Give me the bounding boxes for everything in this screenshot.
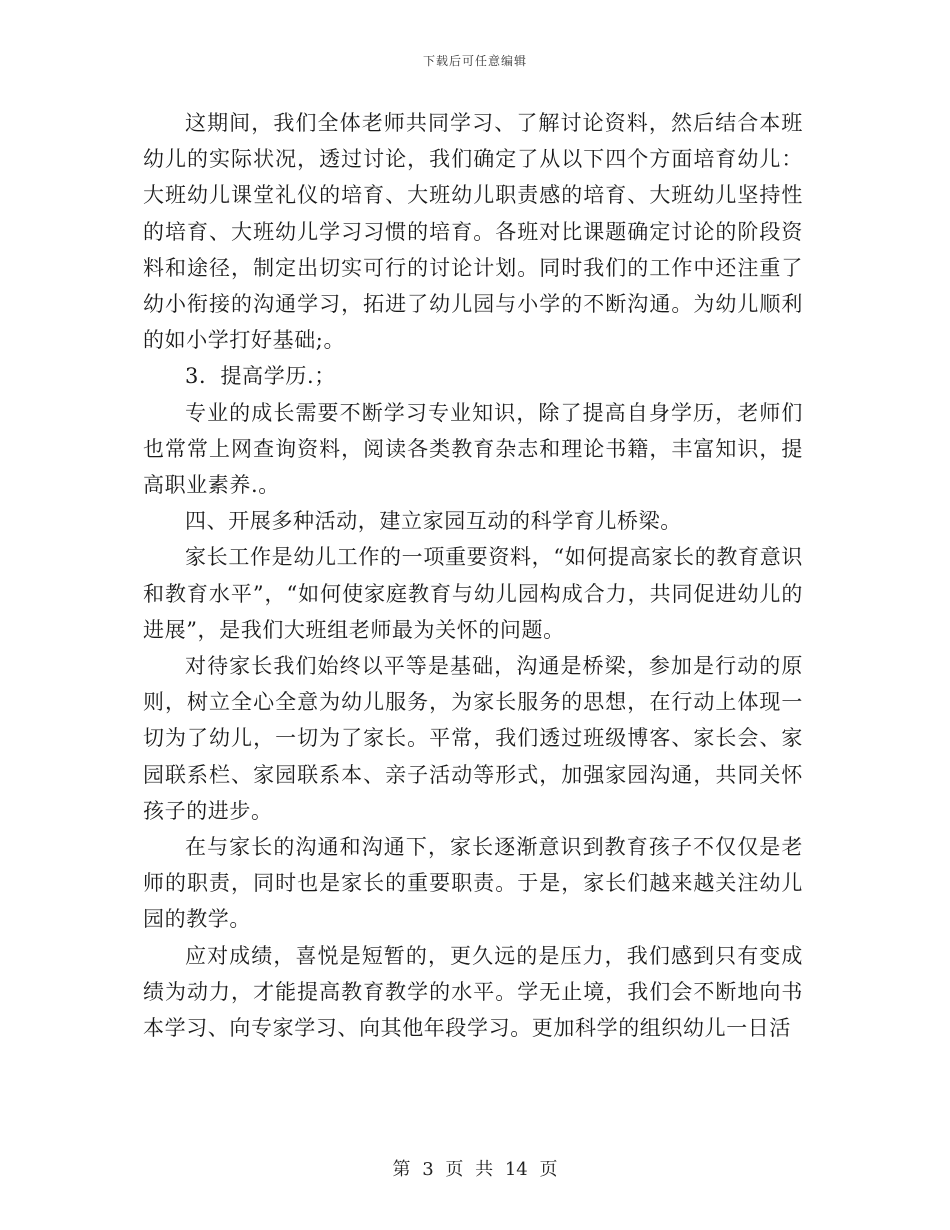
paragraph: 在与家长的沟通和沟通下，家长逐渐意识到教育孩子不仅仅是老师的职责，同时也是家长的重要职责。于是，家长们越来越关注幼儿园的教学。 [143, 835, 803, 932]
paragraph: 应对成绩，喜悦是短暂的，更久远的是压力，我们感到只有变成绩为动力，才能提高教育教学的水平。学无止境，我们会不断地向书本学习、向专家学习、向其他年段学习。更加科学的组织幼儿一日活 [143, 943, 803, 1041]
paragraph: 对待家长我们始终以平等是基础，沟通是桥梁，参加是行动的原则，树立全心全意为幼儿服务，为家长服务的思想，在行动上体现一切为了幼儿，一切为了家长。平常，我们透过班级博客、家长会、家园联系栏、家园联系本、亲子活动等形式，加强家园沟通，共同关怀孩子的进步。 [143, 654, 803, 823]
paragraph: 3．提高学历.； [185, 364, 336, 389]
paragraph: 这期间，我们全体老师共同学习、了解讨论资料，然后结合本班幼儿的实际状况，透过讨论，我们确定了从以下四个方面培育幼儿：大班幼儿课堂礼仪的培育、大班幼儿职责感的培育、大班幼儿坚持性的培育、大班幼儿学习习惯的培育。各班对比课题确定讨论的阶段资料和途径，制定出切实可行的讨论计划。同时我们的工作中还注重了幼小衔接的沟通学习，拓进了幼儿园与小学的不断沟通。为幼儿顺利的如小学打好基础;。 [143, 111, 803, 353]
document-body [143, 105, 803, 1046]
page-header: 下载后可任意编辑 [422, 54, 527, 68]
section-heading: 四、开展多种活动，建立家园互动的科学育儿桥梁。 [185, 509, 682, 534]
page-number: 第 3 页 共 14 页 [392, 1159, 558, 1180]
paragraph: 家长工作是幼儿工作的一项重要资料，“如何提高家长的教育意识和教育水平”，“如何使家庭教育与幼儿园构成合力，共同促进幼儿的进展”，是我们大班组老师最为关怀的问题。 [143, 545, 803, 642]
paragraph: 专业的成长需要不断学习专业知识，除了提高自身学历，老师们也常常上网查询资料，阅读各类教育杂志和理论书籍，丰富知识，提高职业素养.。 [143, 400, 803, 498]
